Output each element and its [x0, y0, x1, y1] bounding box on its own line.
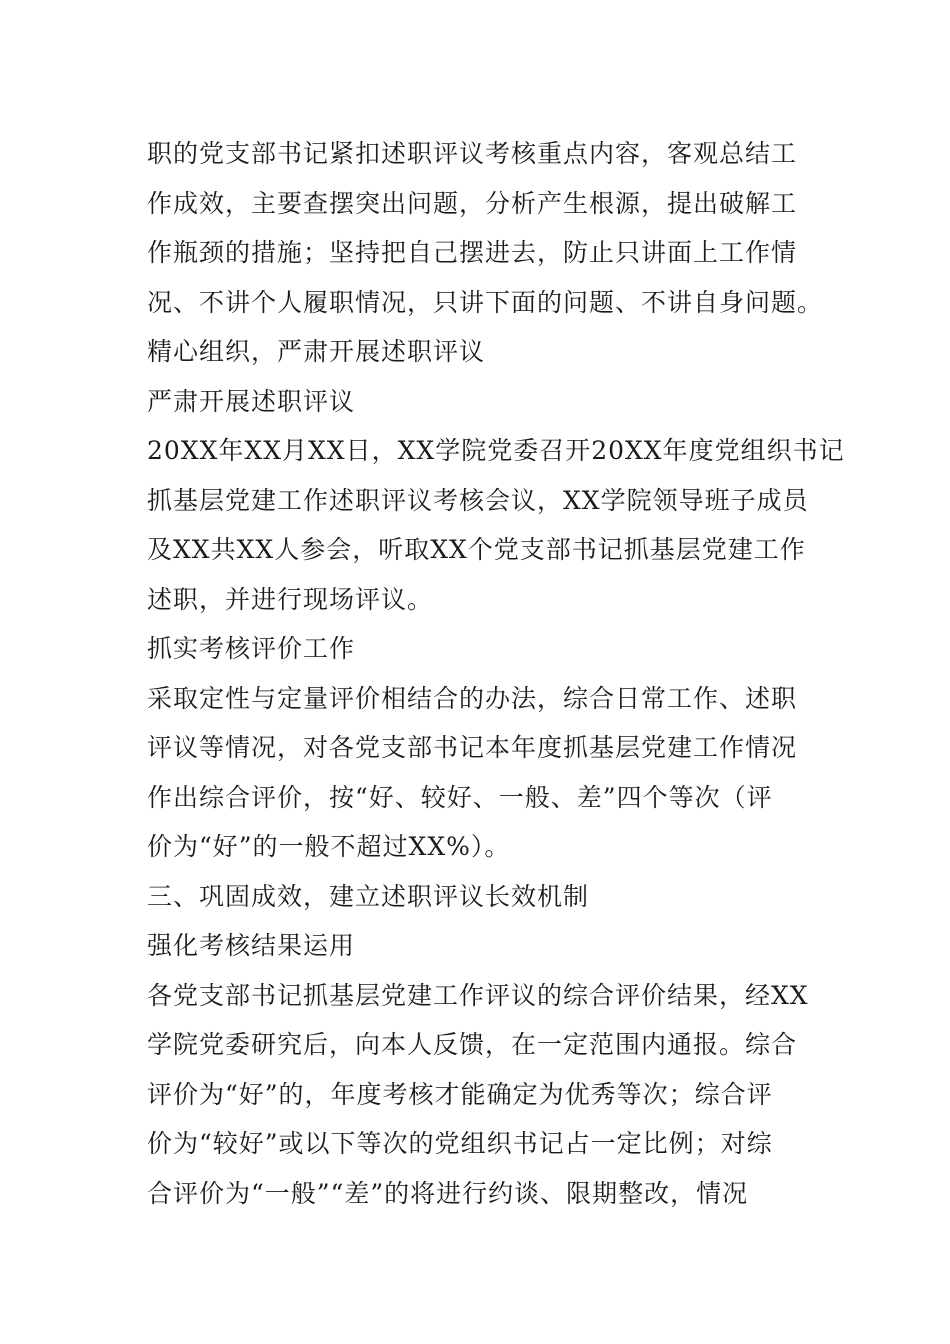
body-text-line: 采取定性与定量评价相结合的办法，综合日常工作、述职	[147, 683, 798, 713]
body-text-line: 作瓶颈的措施；坚持把自己摆进去，防止只讲面上工作情	[147, 238, 798, 267]
body-text-line: 述职，并进行现场评议。	[147, 584, 434, 614]
body-text-line: 况、不讲个人履职情况，只讲下面的问题、不讲自身问题。	[147, 287, 824, 317]
body-text-line: 抓基层党建工作述职评议考核会议，XX学院领导班子成员	[147, 485, 809, 515]
body-text-line: 作成效，主要查摆突出问题，分析产生根源，提出破解工	[147, 188, 798, 218]
body-text-line: 评议等情况，对各党支部书记本年度抓基层党建工作情况	[147, 733, 798, 762]
subsection-heading: 严肃开展述职评议	[147, 386, 356, 416]
section-heading: 三、巩固成效，建立述职评议长效机制	[147, 881, 590, 911]
body-text-line: 20XX年XX月XX日，XX学院党委召开20XX年度党组织书记	[147, 436, 845, 465]
body-text-line: 合评价为“一般”“差”的将进行约谈、限期整改，情况	[147, 1178, 749, 1208]
subsection-heading: 强化考核结果运用	[147, 931, 356, 960]
section-heading: 精心组织，严肃开展述职评议	[147, 337, 486, 366]
body-text-line: 各党支部书记抓基层党建工作评议的综合评价结果，经XX	[147, 980, 809, 1010]
body-text-line: 评价为“好”的，年度考核才能确定为优秀等次；综合评	[147, 1079, 773, 1109]
subsection-heading: 抓实考核评价工作	[147, 634, 356, 663]
body-text-line: 作出综合评价，按“好、较好、一般、差”四个等次（评	[147, 782, 773, 812]
body-text-line: 及XX共XX人参会，听取XX个党支部书记抓基层党建工作	[147, 535, 806, 564]
document-body	[147, 129, 845, 1218]
body-text-line: 价为“好”的一般不超过XX%）。	[147, 832, 511, 861]
body-text-line: 价为“较好”或以下等次的党组织书记占一定比例；对综	[147, 1129, 773, 1158]
body-text-line: 学院党委研究后，向本人反馈，在一定范围内通报。综合	[147, 1030, 798, 1059]
body-text-line: 职的党支部书记紧扣述职评议考核重点内容，客观总结工	[147, 139, 798, 168]
